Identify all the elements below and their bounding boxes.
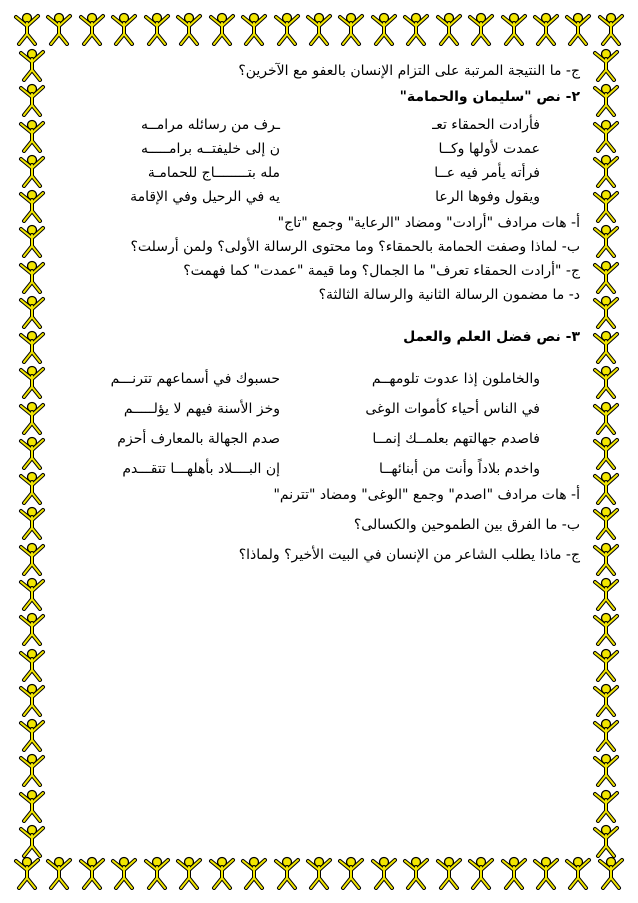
stick-figure-icon [336,12,366,46]
stick-figure-icon [591,365,621,399]
section3-question-a: أ- هات مرادف "اصدم" وجمع "الوغى" ومضاد "تترنم" [273,487,580,503]
stick-figure-icon [531,12,561,46]
stick-figure-icon [17,542,47,576]
stick-figure-icon [17,119,47,153]
stick-figure-icon [591,224,621,258]
left-border [12,48,52,858]
section2-question-a: أ- هات مرادف "أرادت" ومضاد "الرعاية" وجمع "تاج" [277,215,580,231]
stick-figure-icon [17,401,47,435]
stick-figure-icon [563,12,593,46]
stick-figure-icon [142,12,172,46]
verse-first-half: في الناس أحياء كأموات الوغى [365,401,540,417]
stick-figure-icon [17,718,47,752]
stick-figure-icon [434,856,464,890]
stick-figure-icon [17,260,47,294]
stick-figure-icon [17,189,47,223]
verse-first-half: فاصدم جهالتهم بعلمــك إنمــا [372,431,540,447]
section3-question-b: ب- ما الفرق بين الطموحين والكسالى؟ [353,517,580,533]
section2-title: ٢- نص "سليمان والحمامة" [399,89,580,105]
stick-figure-icon [142,856,172,890]
stick-figure-icon [17,330,47,364]
section3-title: ٣- نص فضل العلم والعمل [403,329,580,345]
stick-figure-icon [272,856,302,890]
stick-figure-icon [591,83,621,117]
verse-second-half: صدم الجهالة بالمعارف أحزم [117,431,280,447]
stick-figure-icon [596,856,626,890]
section2-verse-1 [60,116,580,138]
verse-second-half: ن إلى خليفتــه برامـــــه [140,141,280,157]
stick-figure-icon [77,856,107,890]
verse-second-half: ـرف من رسائله مرامــه [141,117,280,133]
stick-figure-icon [591,330,621,364]
section3-verse-1 [60,370,580,392]
stick-figure-icon [336,856,366,890]
stick-figure-icon [17,295,47,329]
stick-figure-icon [591,401,621,435]
right-border [586,48,626,858]
stick-figure-icon [174,856,204,890]
section2-verse-3 [60,164,580,186]
stick-figure-icon [591,189,621,223]
section2-question-d: د- ما مضمون الرسالة الثانية والرسالة الثالثة؟ [318,287,580,303]
bottom-border [0,856,638,896]
stick-figure-icon [499,856,529,890]
stick-figure-icon [17,48,47,82]
stick-figure-icon [591,154,621,188]
section3-verse-4 [60,460,580,482]
stick-figure-icon [591,577,621,611]
stick-figure-icon [591,295,621,329]
stick-figure-icon [109,12,139,46]
section3-verse-2 [60,400,580,422]
stick-figure-icon [44,12,74,46]
section3-question-j: ج- ماذا يطلب الشاعر من الإنسان في البيت الأخير؟ ولماذا؟ [238,547,580,563]
stick-figure-icon [17,471,47,505]
stick-figure-icon [207,856,237,890]
stick-figure-icon [466,12,496,46]
stick-figure-icon [239,12,269,46]
stick-figure-icon [591,824,621,858]
stick-figure-icon [591,506,621,540]
stick-figure-icon [466,856,496,890]
stick-figure-icon [17,789,47,823]
verse-second-half: إن البــــلاد بأهلهـــا تتقـــدم [122,461,280,477]
stick-figure-icon [591,648,621,682]
stick-figure-icon [434,12,464,46]
stick-figure-icon [12,12,42,46]
verse-first-half: فأرادت الحمقاء تعـ [432,117,540,133]
stick-figure-icon [591,471,621,505]
stick-figure-icon [207,12,237,46]
stick-figure-icon [17,224,47,258]
verse-first-half: فرأته يأمر فيه عــا [434,165,540,181]
stick-figure-icon [401,12,431,46]
stick-figure-icon [77,12,107,46]
stick-figure-icon [17,577,47,611]
section2-verse-2 [60,140,580,162]
stick-figure-icon [563,856,593,890]
stick-figure-icon [401,856,431,890]
verse-first-half: عمدت لأولها وكــا [438,141,540,157]
verse-first-half: ويقول وفوها الرعا [435,189,540,205]
section2-verse-4 [60,188,580,210]
stick-figure-icon [304,856,334,890]
stick-figure-icon [17,612,47,646]
stick-figure-icon [591,260,621,294]
stick-figure-icon [591,119,621,153]
stick-figure-icon [17,506,47,540]
stick-figure-icon [531,856,561,890]
verse-second-half: حسبوك في أسماعهم تترنـــم [110,371,280,387]
stick-figure-icon [591,683,621,717]
section1-question-j: ج- ما النتيجة المرتبة على التزام الإنسان بالعفو مع الآخرين؟ [238,63,580,79]
stick-figure-icon [17,154,47,188]
verse-second-half: مله بتــــــــاج للحمامـة [147,165,280,181]
stick-figure-icon [304,12,334,46]
top-border [0,12,638,52]
stick-figure-icon [596,12,626,46]
stick-figure-icon [591,718,621,752]
verse-first-half: واخدم بلاداً وأنت من أبنائهــا [378,461,540,477]
stick-figure-icon [591,753,621,787]
stick-figure-icon [17,83,47,117]
stick-figure-icon [591,542,621,576]
stick-figure-icon [17,648,47,682]
stick-figure-icon [591,612,621,646]
stick-figure-icon [109,856,139,890]
stick-figure-icon [369,856,399,890]
stick-figure-icon [44,856,74,890]
section3-verse-3 [60,430,580,452]
stick-figure-icon [12,856,42,890]
stick-figure-icon [591,436,621,470]
stick-figure-icon [17,824,47,858]
stick-figure-icon [272,12,302,46]
stick-figure-icon [239,856,269,890]
stick-figure-icon [591,48,621,82]
stick-figure-icon [499,12,529,46]
stick-figure-icon [17,753,47,787]
verse-second-half: وخز الأسنة فيهم لا يؤلـــــم [123,401,280,417]
stick-figure-icon [369,12,399,46]
stick-figure-icon [174,12,204,46]
worksheet-content [60,58,580,848]
stick-figure-icon [591,789,621,823]
stick-figure-icon [17,683,47,717]
section2-question-b: ب- لماذا وصفت الحمامة بالحمقاء؟ وما محتوى الرسالة الأولى؟ ولمن أرسلت؟ [130,239,580,255]
verse-second-half: يه في الرحيل وفي الإقامة [130,189,280,205]
stick-figure-icon [17,365,47,399]
section2-question-j: ج- "أرادت الحمقاء تعرف" ما الجمال؟ وما قيمة "عمدت" كما فهمت؟ [183,263,580,279]
verse-first-half: والخاملون إذا عدوت تلومهــم [371,371,540,387]
stick-figure-icon [17,436,47,470]
